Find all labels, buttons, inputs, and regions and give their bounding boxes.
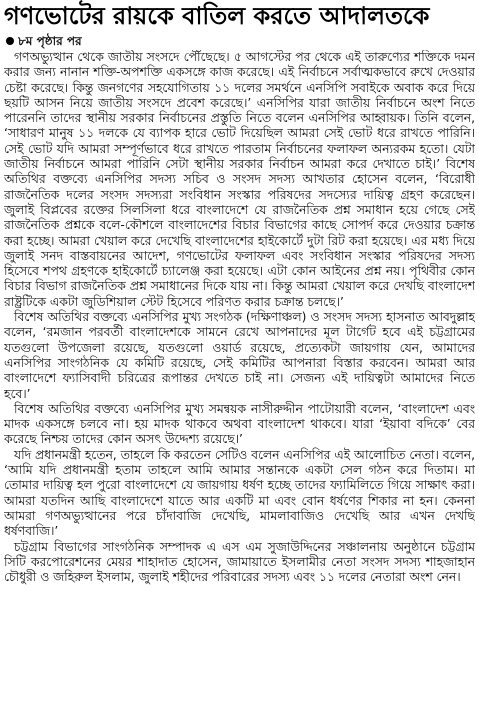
continuation-text: ৮ম পৃষ্ঠার পর <box>18 34 82 48</box>
bullet-icon <box>6 37 14 45</box>
article-paragraph: যদি প্রধানমন্ত্রী হতেন, তাহলে কি করতেন সেটিও বলেন এনসিপির এই আলোচিত নেতা। বলেন, ‘আমি যদি প্রধানমন্ত্রী হতাম তাহলে আমি আমার সন্তানকে একটা সেল গঠন করে দিতাম। মা তোমার দায়িত্ব হল পুরো বাংলাদেশে যে জায়গায় ধর্ষণ হচ্ছে তাদের ফ্যামিলিতে গিয়ে সাক্ষাৎ করা। আমরা যতদিন আছি বাংলাদেশে যাতে আর একটি মা এবং বোন ধর্ষণের শিকার না হন। কেননা আমরা গণঅভ্যুত্থানের পরে চাঁদাবাজি দেখেছি, মামলাবাজিও দেখেছি আর এখন দেখছি ধর্ষণবাজি।’ <box>4 447 475 539</box>
continuation-marker <box>6 33 82 50</box>
article-paragraph: বিশেষ অতিথির বক্তব্যে এনসিপির মুখ্য সমন্বয়ক নাসীরুদ্দীন পাটোয়ারী বলেন, ‘বাংলাদেশ এবং মাদক একসঙ্গে চলবে না। হয় মাদক থাকবে অথবা বাংলাদেশ থাকবে। যারা ‘ইয়াবা বদিকে’ বের করেছে নিশ্চয় তাদের কোন অসৎ উদ্দেশ্য রয়েছে।’ <box>4 401 475 447</box>
article-paragraph: গণঅভ্যুত্থান থেকে জাতীয় সংসদে পৌঁছেছে। ৫ আগস্টের পর থেকে এই তারুণ্যের শক্তিকে দমন করার জন্য নানান শক্তি-অপশক্তি একসঙ্গে কাজ করেছে। এই নির্বাচনে সর্বাত্মকভাবে রুখে দেওয়ার চেষ্টা করেছে। কিন্তু জনগণের সহযোগিতায় ১১ দলের সমর্থনে এনসিপি সবাইকে অবাক করে দিয়ে ছয়টি আসন নিয়ে জাতীয় সংসদে প্রবেশ করেছে।’ এনসিপির যারা জাতীয় নির্বাচনে অংশ নিতে পারেননি তাদের স্থানীয় সরকার নির্বাচনের প্রস্তুতি নিতে বলেন এনসিপির আহ্বায়ক। তিনি বলেন, ‘সাধারণ মানুষ ১১ দলকে যে ব্যাপক হারে ভোট দিয়েছিল আমরা সেই ভোট ধরে রাখতে পারিনি। সেই ভোট যদি আমরা সম্পূর্ণভাবে ধরে রাখতে পারতাম নির্বাচনের ফলাফল অন্যরকম হতো। যেটা জাতীয় নির্বাচনে আমরা পারিনি সেটা স্থানীয় সরকার নির্বাচন আমরা করে দেখাতে চাই।’ বিশেষ অতিথির বক্তব্যে এনসিপির সদস্য সচিব ও সংসদ সদস্য আখতার হোসেন বলেন, ‘বিরোধী রাজনৈতিক দলের সংসদ সদস্যরা সংবিধান সংস্কার পরিষদের সদস্যের দায়িত্ব গ্রহণ করেছেন। জুলাই বিপ্লবের রক্তের সিলসিলা ধরে বাংলাদেশে যে রাজনৈতিক প্রশ্ন সমাধান হয়ে গেছে সেই রাজনৈতিক প্রশ্নকে বলে-কৌশলে বাংলাদেশের বিচার বিভাগের কাছে সোপর্দ করে দেওয়ার চক্রান্ত করা হচ্ছে। আমরা খেয়াল করে দেখেছি বাংলাদেশের হাইকোর্টে দুটা রিট করা হয়েছে। এর মধ্য দিয়ে জুলাই সনদ বাস্তবায়নের আদেশ, গণভোটের ফলাফল এবং সংবিধান সংস্কার পরিষদের সদস্য হিসেবে শপথ গ্রহণকে হাইকোর্টে চ্যালেঞ্জ করা হয়েছে। এটা কোন আইনের প্রশ্ন নয়। পৃথিবীর কোন বিচার বিভাগ রাজনৈতিক প্রশ্ন সমাধানের দিকে যায় না। কিন্তু আমরা খেয়াল করে দেখছি বাংলাদেশ রাষ্ট্রটিকে একটা জুডিশিয়াল স্টেট হিসেবে পরিণত করার চক্রান্ত চলছে।’ <box>4 50 475 309</box>
article-paragraph: বিশেষ অতিথির বক্তব্যে এনসিপির মুখ্য সংগঠক (দক্ষিণাঞ্চল) ও সংসদ সদস্য হাসনাত আবদুল্লাহ বলেন, ‘রমজান পরবর্তী বাংলাদেশকে সামনে রেখে আপনাদের মূল টার্গেট হবে এই চট্টগ্রামের যতগুলো উপজেলা রয়েছে, যতগুলো ওয়ার্ড রয়েছে, প্রত্যেকটা জায়গায় যেন, আমাদের এনসিপির সাংগঠনিক যে কমিটি রয়েছে, সেই কমিটির আপনারা বিস্তার করবেন। আমরা আর বাংলাদেশে ফ্যাসিবাদী চরিত্রের রূপান্তর দেখতে চাই না। সেজন্য এই দায়িত্বটা আমাদের নিতে হবে।’ <box>4 310 475 401</box>
headline: গণভোটের রায়কে বাতিল করতে আদালতকে <box>4 2 430 30</box>
article-paragraph: চট্টগ্রাম বিভাগের সাংগঠনিক সম্পাদক এ এস এম সুজাউদ্দিনের সঞ্চালনায় অনুষ্ঠানে চট্টগ্রাম সিটি করপোরেশনের মেয়র শাহাদাত হোসেন, জামায়াতে ইসলামীর নেতা সংসদ সদস্য শাহজাহান চৌধুরী ও জহিরুল ইসলাম, জুলাই শহীদের পরিবারের সদস্য এবং ১১ দলের নেতারা অংশ নেন। <box>4 539 475 585</box>
article-body <box>4 50 475 722</box>
